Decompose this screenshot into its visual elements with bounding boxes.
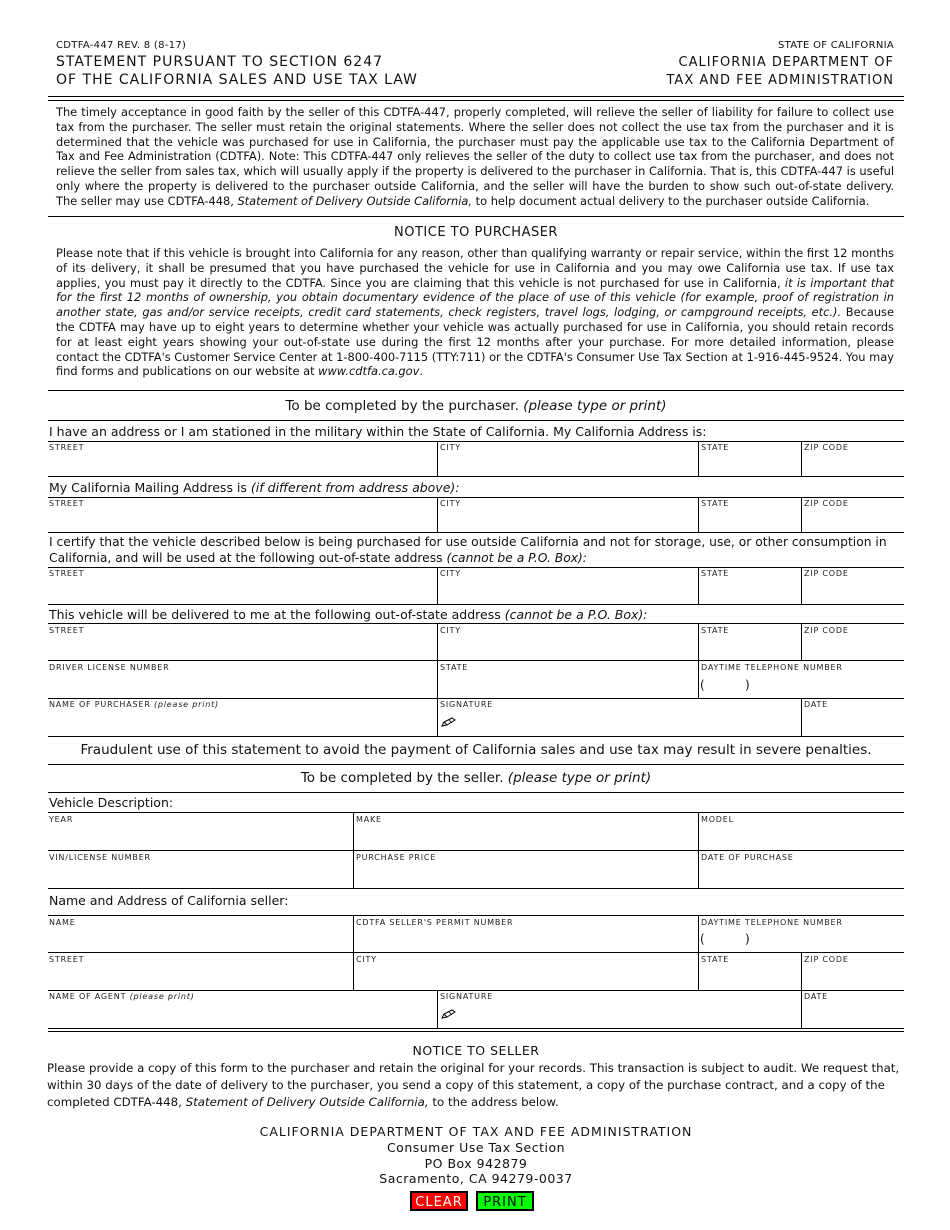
seller-signature-input[interactable] bbox=[460, 1004, 800, 1026]
del-zip-input[interactable] bbox=[804, 638, 904, 660]
mail-zip-label: ZIP CODE bbox=[804, 499, 849, 508]
delivery-address-label: This vehicle will be delivered to me at the following out-of-state address (cannot be a P.O. Box): bbox=[49, 607, 648, 622]
seller-state-input[interactable] bbox=[701, 967, 801, 989]
del-street-input[interactable] bbox=[49, 638, 437, 660]
driver-license-label: DRIVER LICENSE NUMBER bbox=[49, 663, 170, 672]
vin-label: VIN/LICENSE NUMBER bbox=[49, 853, 151, 862]
seller-zip-input[interactable] bbox=[804, 967, 904, 989]
address-line-section: Consumer Use Tax Section bbox=[386, 1140, 566, 1155]
seller-heading: To be completed by the seller. (please type or print) bbox=[300, 770, 652, 786]
certify-statement: I certify that the vehicle described below is being purchased for use outside California and not for storage, use, or other consumption in California, and will be used at the following out-of-state address (cannot be a P.O. Box): bbox=[49, 535, 887, 565]
use-zip-input[interactable] bbox=[804, 581, 904, 603]
address-line-city: Sacramento, CA 94279-0037 bbox=[379, 1171, 573, 1186]
vehicle-description-label: Vehicle Description: bbox=[49, 795, 174, 810]
print-button[interactable]: PRINT bbox=[476, 1191, 534, 1211]
seller-phone-paren-close: ) bbox=[745, 932, 750, 946]
vin-input[interactable] bbox=[49, 865, 353, 887]
use-street-input[interactable] bbox=[49, 581, 437, 603]
del-zip-label: ZIP CODE bbox=[804, 626, 849, 635]
form-title-line1: STATEMENT PURSUANT TO SECTION 6247 bbox=[56, 54, 384, 70]
ca-state-input[interactable] bbox=[701, 454, 801, 476]
ca-state-label: STATE bbox=[701, 443, 730, 452]
del-street-label: STREET bbox=[49, 626, 85, 635]
purchase-price-label: PURCHASE PRICE bbox=[356, 853, 437, 862]
signature-pen-icon bbox=[441, 1009, 457, 1019]
form-title-line2: OF THE CALIFORNIA SALES AND USE TAX LAW bbox=[56, 72, 418, 88]
ca-zip-input[interactable] bbox=[804, 454, 904, 476]
permit-input[interactable] bbox=[356, 930, 698, 952]
use-city-input[interactable] bbox=[440, 581, 698, 603]
notice-seller-heading: NOTICE TO SELLER bbox=[412, 1043, 540, 1058]
agency-line1: CALIFORNIA DEPARTMENT OF bbox=[678, 55, 894, 70]
permit-label: CDTFA SELLER'S PERMIT NUMBER bbox=[356, 918, 514, 927]
purchaser-signature-input[interactable] bbox=[460, 712, 800, 734]
seller-street-label: STREET bbox=[49, 955, 85, 964]
purchaser-signature-label: SIGNATURE bbox=[440, 700, 494, 709]
del-state-label: STATE bbox=[701, 626, 730, 635]
signature-pen-icon bbox=[441, 717, 457, 727]
address-line-agency: CALIFORNIA DEPARTMENT OF TAX AND FEE ADMINISTRATION bbox=[259, 1124, 693, 1139]
notice-purchaser-heading: NOTICE TO PURCHASER bbox=[394, 225, 558, 240]
seller-state-label: STATE bbox=[701, 955, 730, 964]
purchaser-name-label: NAME OF PURCHASER (please print) bbox=[49, 700, 219, 709]
del-city-label: CITY bbox=[440, 626, 461, 635]
use-street-label: STREET bbox=[49, 569, 85, 578]
clear-button[interactable]: CLEAR bbox=[410, 1191, 468, 1211]
ca-zip-label: ZIP CODE bbox=[804, 443, 849, 452]
ca-street-input[interactable] bbox=[49, 454, 437, 476]
date-of-purchase-label: DATE OF PURCHASE bbox=[701, 853, 794, 862]
seller-signature-label: SIGNATURE bbox=[440, 992, 494, 1001]
notice-seller-paragraph: Please provide a copy of this form to the purchaser and retain the original for your records. This transaction is subject to audit. We request that, within 30 days of the date of delivery to the purchaser, you send a copy of this statement, a copy of the purchase contract, and a copy of the completed CDTFA-448, Statement of Delivery Outside California, to the address below. bbox=[47, 1061, 900, 1109]
use-zip-label: ZIP CODE bbox=[804, 569, 849, 578]
del-state-input[interactable] bbox=[701, 638, 801, 660]
model-label: MODEL bbox=[701, 815, 734, 824]
mail-city-input[interactable] bbox=[440, 510, 698, 532]
seller-street-input[interactable] bbox=[49, 967, 353, 989]
seller-city-input[interactable] bbox=[356, 967, 698, 989]
seller-date-input[interactable] bbox=[804, 1004, 904, 1026]
use-state-label: STATE bbox=[701, 569, 730, 578]
purchase-price-input[interactable] bbox=[356, 865, 698, 887]
purchaser-date-input[interactable] bbox=[804, 712, 904, 734]
state-label: STATE OF CALIFORNIA bbox=[777, 40, 894, 51]
mail-state-label: STATE bbox=[701, 499, 730, 508]
agency-line2: TAX AND FEE ADMINISTRATION bbox=[666, 73, 894, 88]
ca-city-input[interactable] bbox=[440, 454, 698, 476]
dl-state-input[interactable] bbox=[440, 675, 698, 697]
purchaser-name-input[interactable] bbox=[49, 712, 437, 734]
purchaser-heading: To be completed by the purchaser. (please type or print) bbox=[285, 398, 667, 414]
use-state-input[interactable] bbox=[701, 581, 801, 603]
fraud-warning: Fraudulent use of this statement to avoid the payment of California sales and use tax may result in severe penalties. bbox=[80, 742, 872, 758]
agent-name-label: NAME OF AGENT (please print) bbox=[49, 992, 195, 1001]
purchaser-phone-paren-close: ) bbox=[745, 678, 750, 692]
purchaser-phone-paren-open: ( bbox=[700, 678, 705, 692]
mail-street-label: STREET bbox=[49, 499, 85, 508]
ca-street-label: STREET bbox=[49, 443, 85, 452]
purchaser-phone-label: DAYTIME TELEPHONE NUMBER bbox=[701, 663, 843, 672]
seller-phone-paren-open: ( bbox=[700, 932, 705, 946]
seller-phone-input[interactable] bbox=[752, 930, 904, 952]
address-line-pobox: PO Box 942879 bbox=[424, 1156, 528, 1171]
seller-name-input[interactable] bbox=[49, 930, 353, 952]
seller-zip-label: ZIP CODE bbox=[804, 955, 849, 964]
purchaser-date-label: DATE bbox=[804, 700, 829, 709]
intro-paragraph: The timely acceptance in good faith by the seller of this CDTFA-447, properly completed, will relieve the seller of liability for failure to collect use tax from the purchaser. The seller must retain the original statements. Where the seller does not collect the use tax from the purchaser and it is determined that the vehicle was purchased for use in California, the purchaser must pay the applicable use tax to the California Department of Tax and Fee Administration (CDTFA). Note: This CDTFA-447 only relieves the seller of the duty to collect use tax from the purchaser, and does not relieve the seller from sales tax, which will usually apply if the property is delivered to the purchaser in California. That is, this CDTFA-447 is useful only where the property is delivered to the purchaser outside California, and the seller will have the burden to show such out-of-state delivery. The seller may use CDTFA-448, Statement of Delivery Outside California, to help document actual delivery to the purchaser outside California. bbox=[56, 105, 894, 208]
seller-city-label: CITY bbox=[356, 955, 377, 964]
year-label: YEAR bbox=[49, 815, 74, 824]
mail-state-input[interactable] bbox=[701, 510, 801, 532]
date-of-purchase-input[interactable] bbox=[701, 865, 904, 887]
mail-city-label: CITY bbox=[440, 499, 461, 508]
del-city-input[interactable] bbox=[440, 638, 698, 660]
purchaser-ca-address-label: I have an address or I am stationed in the military within the State of California. My California Address is: bbox=[49, 424, 707, 439]
ca-city-label: CITY bbox=[440, 443, 461, 452]
use-city-label: CITY bbox=[440, 569, 461, 578]
dl-state-label: STATE bbox=[440, 663, 469, 672]
notice-purchaser-paragraph: Please note that if this vehicle is brought into California for any reason, other than qualifying warranty or repair service, within the first 12 months of its delivery, it shall be presumed that you have purchased the vehicle for use in California and you may owe California use tax. If use tax applies, you must pay it directly to the CDTFA. Since you are claiming that this vehicle is not purchased for use in California, it is important that for the first 12 months of ownership, you obtain documentary evidence of the place of use of this vehicle (for example, proof of registration in another state, gas and/or service receipts, credit card statements, check registers, travel logs, lodging, or campground receipts, etc.). Because the CDTFA may have up to eight years to determine whether your vehicle was actually purchased for use in California, you should retain records for at least eight years showing your out-of-state use during the first 12 months after your purchase. For more detailed information, please contact the CDTFA's Customer Service Center at 1-800-400-7115 (TTY:711) or the CDTFA's Consumer Use Tax Section at 1-916-445-9524. You may find forms and publications on our website at www.cdtfa.ca.gov. bbox=[56, 246, 894, 379]
make-input[interactable] bbox=[356, 827, 698, 849]
mail-zip-input[interactable] bbox=[804, 510, 904, 532]
seller-phone-label: DAYTIME TELEPHONE NUMBER bbox=[701, 918, 843, 927]
year-input[interactable] bbox=[49, 827, 353, 849]
seller-date-label: DATE bbox=[804, 992, 829, 1001]
purchaser-phone-input[interactable] bbox=[752, 676, 904, 698]
make-label: MAKE bbox=[356, 815, 382, 824]
seller-name-label: NAME bbox=[49, 918, 76, 927]
seller-name-address-label: Name and Address of California seller: bbox=[49, 893, 289, 908]
mailing-address-label: My California Mailing Address is (if different from address above): bbox=[49, 480, 460, 495]
mail-street-input[interactable] bbox=[49, 510, 437, 532]
form-id: CDTFA-447 REV. 8 (8-17) bbox=[56, 40, 187, 51]
model-input[interactable] bbox=[701, 827, 904, 849]
driver-license-input[interactable] bbox=[49, 675, 437, 697]
agent-name-input[interactable] bbox=[49, 1004, 437, 1026]
